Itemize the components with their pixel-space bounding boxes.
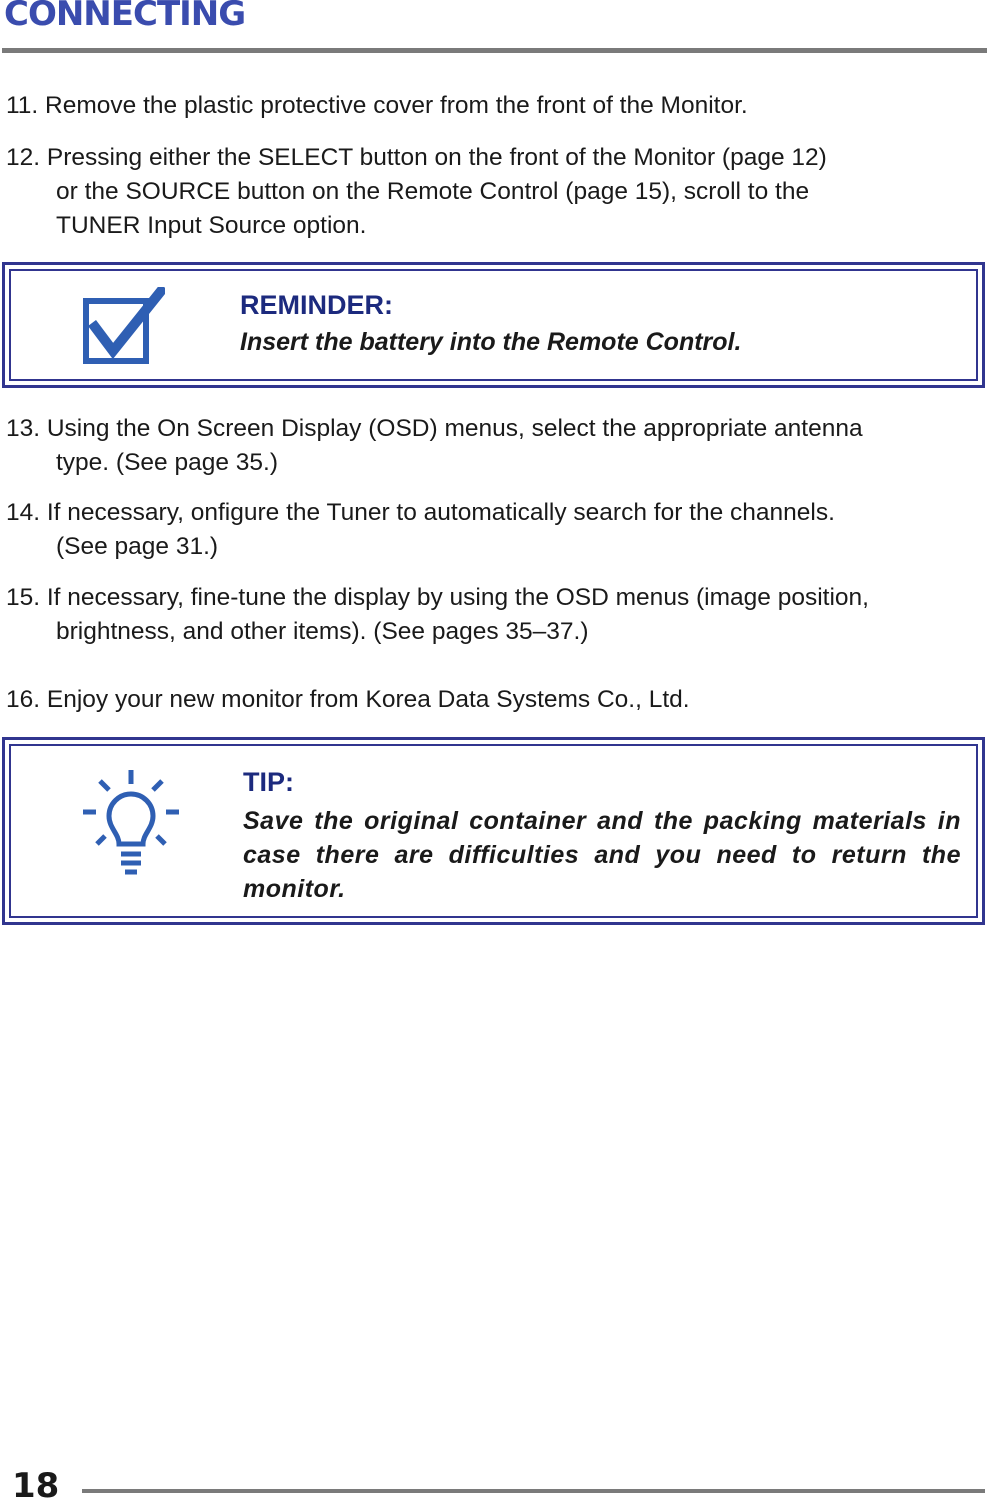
step-line: type. (See page 35.) [56,449,279,476]
reminder-heading: REMINDER: [240,290,393,320]
step-line: TUNER Input Source option. [56,212,367,239]
tip-heading: TIP: [243,767,294,797]
lightbulb-icon [83,768,179,880]
tip-box [2,737,985,925]
step-14 [6,496,981,564]
step-line: 15. If necessary, fine-tune the display by using the OSD menus (image position, [6,584,869,611]
step-15 [6,581,981,649]
tip-text: Save the original container and the packing materials in case there are difficulties and you need to return the monitor. [243,807,961,903]
step-line: 11. Remove the plastic protective cover from the front of the Monitor. [6,92,748,119]
footer-divider [82,1489,985,1493]
reminder-text: Insert the battery into the Remote Control. [240,328,742,356]
reminder-box [2,262,985,388]
step-line: or the SOURCE button on the Remote Control (page 15), scroll to the [56,178,810,205]
checkbox-icon [81,287,165,367]
step-12 [6,141,981,243]
step-11 [6,89,981,123]
step-line: 16. Enjoy your new monitor from Korea Data Systems Co., Ltd. [6,686,690,713]
title-divider [2,48,987,53]
step-13 [6,412,981,480]
step-line: 14. If necessary, onfigure the Tuner to automatically search for the channels. [6,499,835,526]
step-line: brightness, and other items). (See pages 35–37.) [56,618,589,645]
section-title: CONNECTING [4,0,246,34]
step-line: 13. Using the On Screen Display (OSD) menus, select the appropriate antenna [6,415,863,442]
page-number: 18 [12,1466,60,1506]
step-line: (See page 31.) [56,533,219,560]
step-line: 12. Pressing either the SELECT button on the front of the Monitor (page 12) [6,144,827,171]
step-16 [6,683,981,717]
